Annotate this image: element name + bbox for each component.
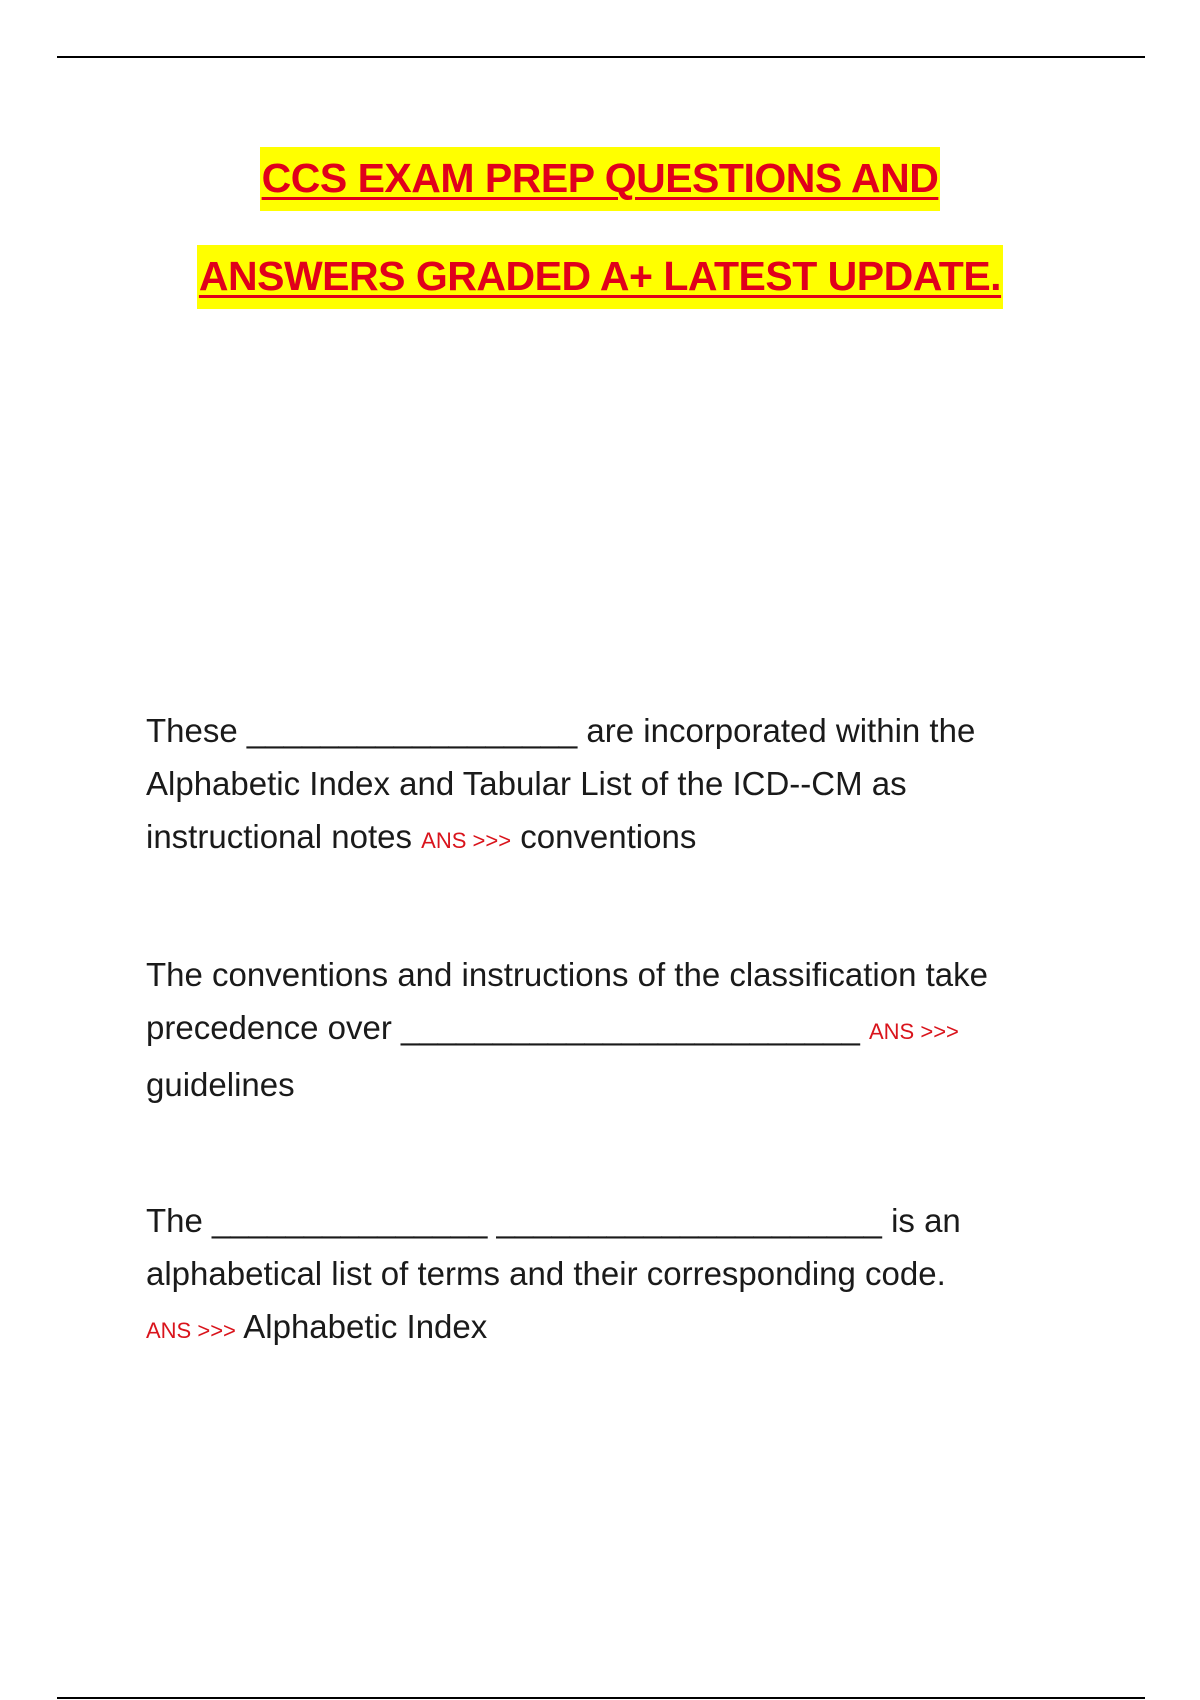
top-rule bbox=[57, 56, 1145, 58]
question-2-line-2-text: precedence over _________________________ bbox=[146, 1009, 860, 1046]
question-3-line-1: The _______________ _____________________ is an bbox=[146, 1202, 961, 1239]
document-title-line-2 bbox=[0, 253, 1200, 299]
ans-marker: ANS >>> bbox=[869, 1019, 959, 1044]
question-2-line-1: The conventions and instructions of the classification take bbox=[146, 956, 988, 993]
question-1-line-1: These __________________ are incorporated within the bbox=[146, 712, 976, 749]
question-block-2 bbox=[146, 948, 1106, 1111]
question-3-line-2: alphabetical list of terms and their corresponding code. bbox=[146, 1255, 946, 1292]
bottom-rule bbox=[57, 1697, 1145, 1699]
question-1-line-3-text: instructional notes bbox=[146, 818, 412, 855]
document-title-line-1 bbox=[0, 155, 1200, 201]
ans-marker: ANS >>> bbox=[146, 1318, 236, 1343]
answer-2: guidelines bbox=[146, 1066, 295, 1103]
title-text-2: ANSWERS GRADED A+ LATEST UPDATE. bbox=[197, 245, 1003, 309]
question-1-line-3 bbox=[146, 810, 1106, 867]
question-block-3 bbox=[146, 1194, 1106, 1357]
question-block-1 bbox=[146, 704, 1106, 867]
title-text-1: CCS EXAM PREP QUESTIONS AND bbox=[260, 147, 941, 211]
question-3-line-3 bbox=[146, 1300, 1106, 1357]
answer-3: Alphabetic Index bbox=[243, 1308, 488, 1345]
question-2-line-2 bbox=[146, 1001, 1106, 1058]
question-1-line-2: Alphabetic Index and Tabular List of the ICD--CM as bbox=[146, 765, 907, 802]
ans-marker: ANS >>> bbox=[421, 828, 512, 853]
answer-1: conventions bbox=[520, 818, 697, 855]
